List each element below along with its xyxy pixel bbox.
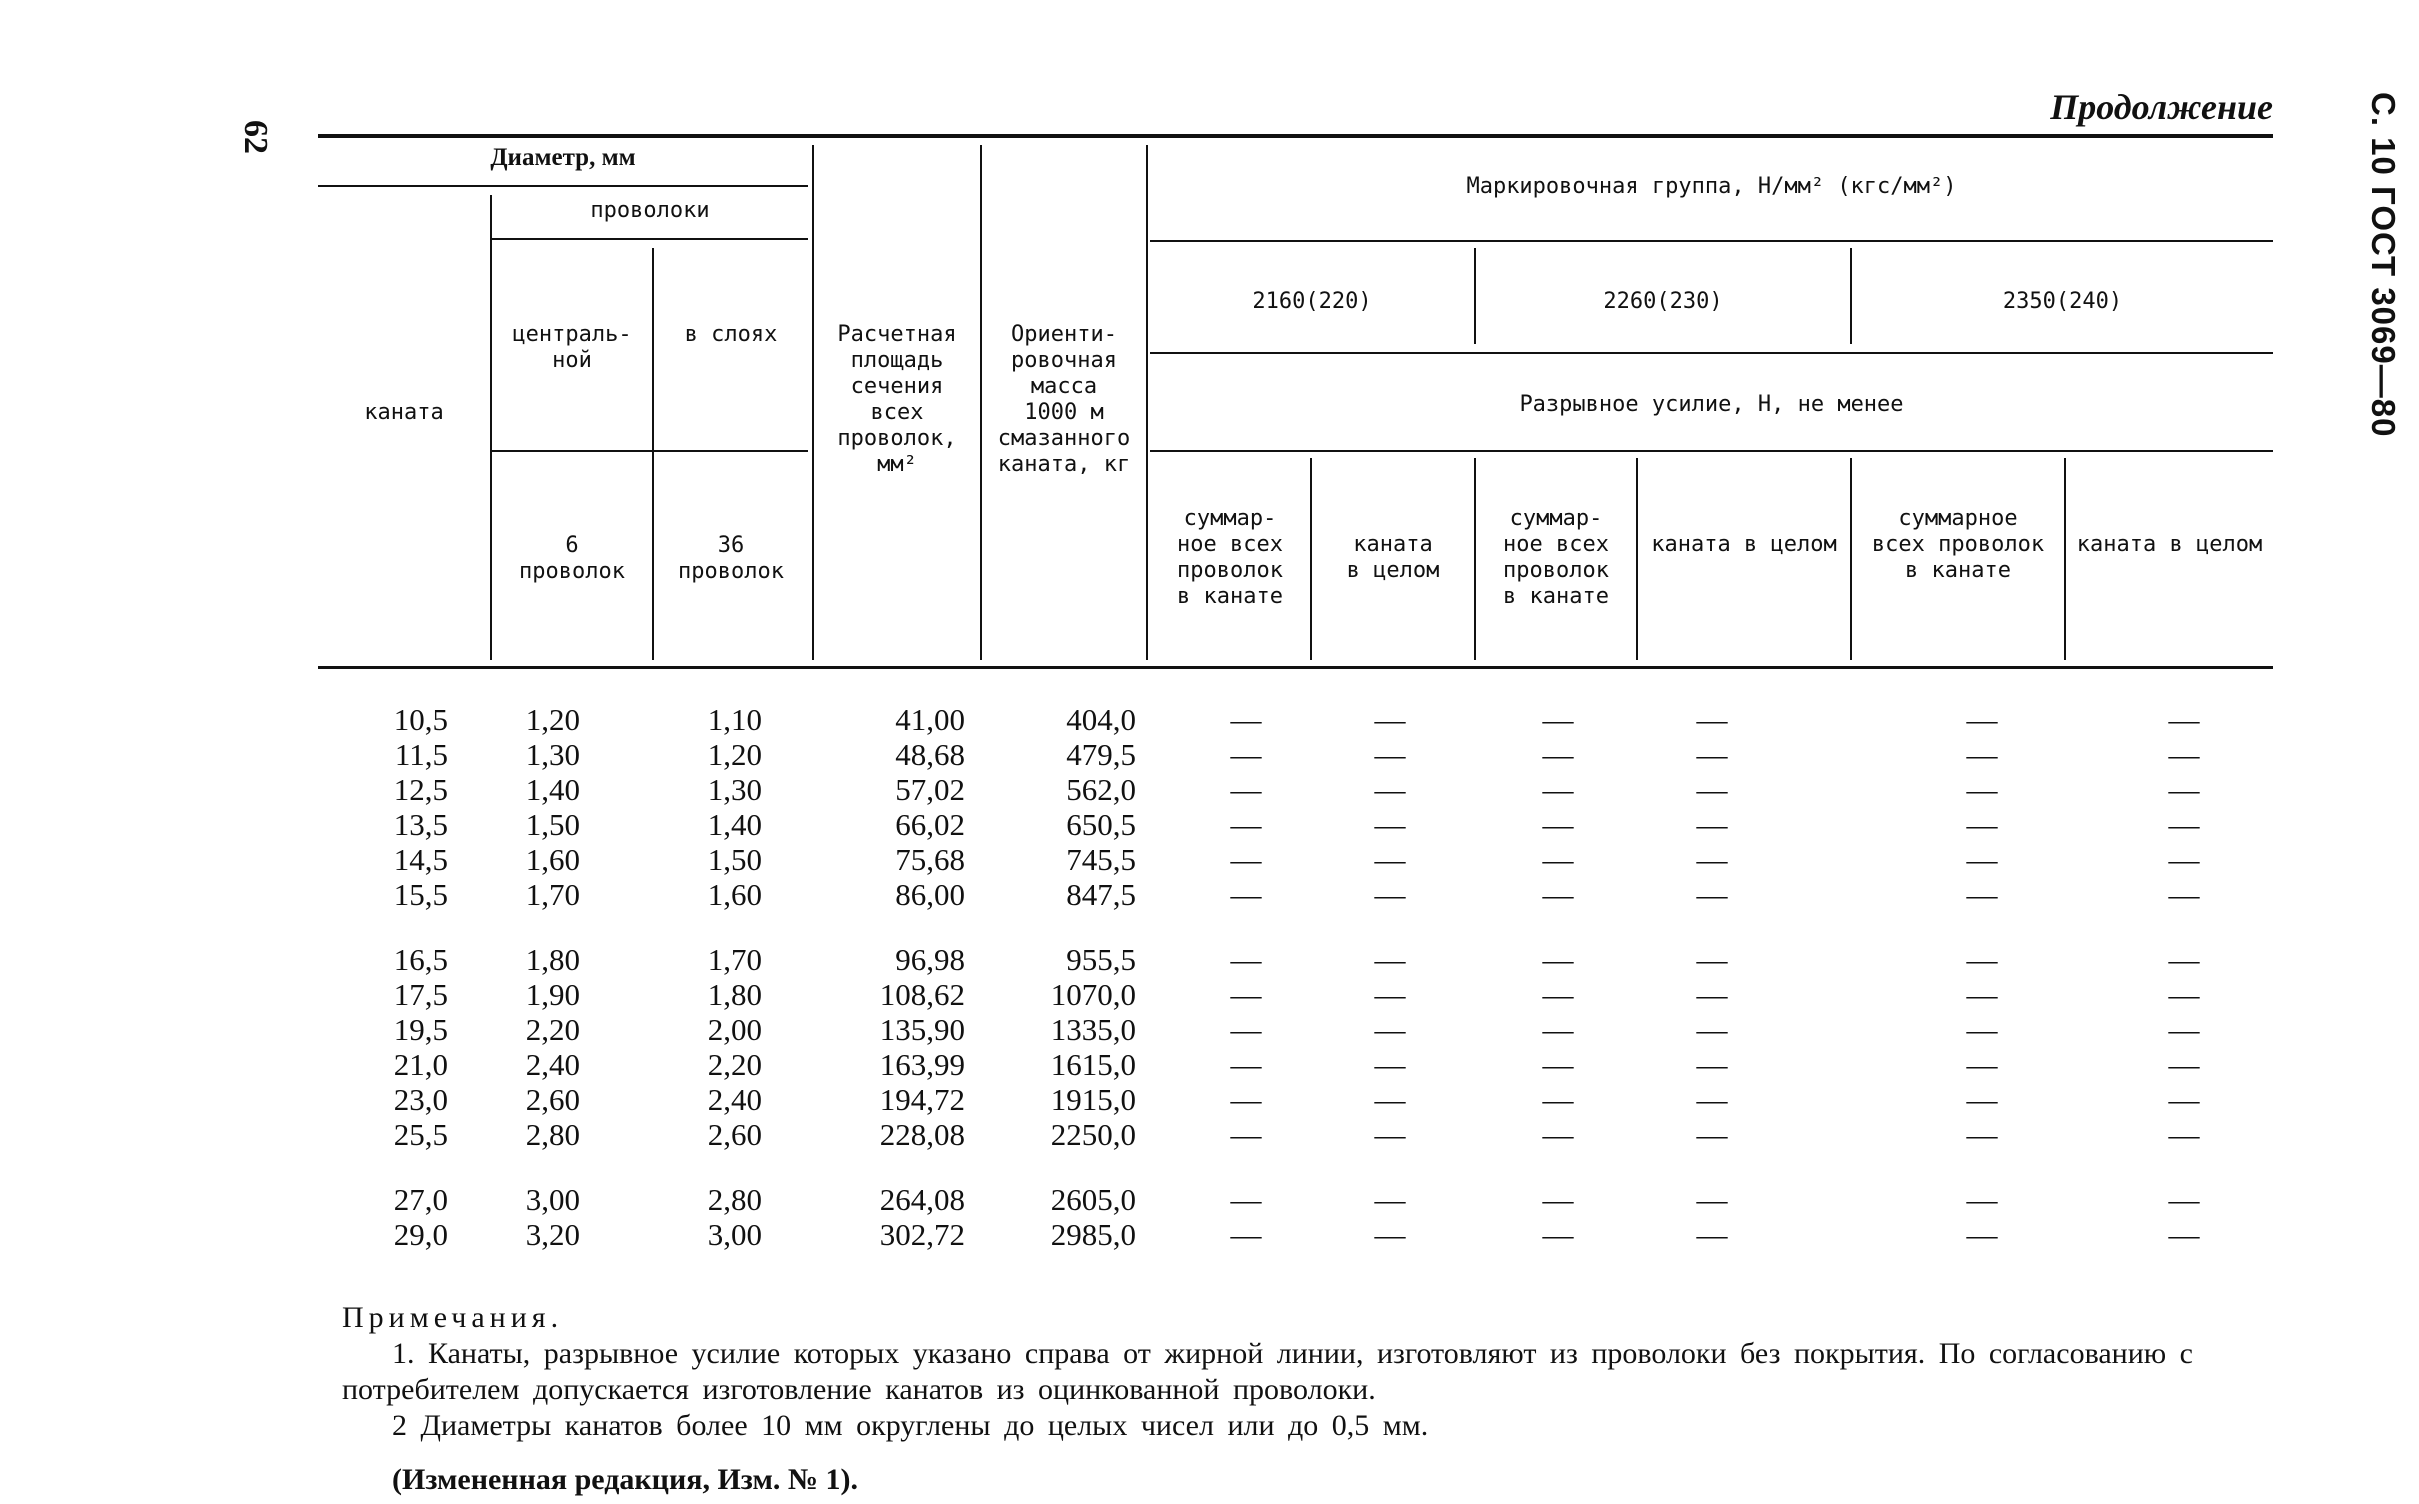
table-cell-dash: — <box>1966 877 1998 912</box>
table-cell: 57,02 <box>895 772 965 807</box>
table-cell-dash: — <box>1230 1217 1262 1252</box>
table-cell: 13,5 <box>393 807 448 842</box>
group-2260-header: 2260(230) <box>1603 289 1723 314</box>
table-cell: 75,68 <box>895 842 965 877</box>
table-cell-dash: — <box>1966 1012 1998 1047</box>
table-cell: 25,5 <box>393 1117 448 1152</box>
notes-section <box>342 1300 2282 1498</box>
table-cell-dash: — <box>1966 1082 1998 1117</box>
table-cell: 11,5 <box>394 737 448 772</box>
table-cell: 66,02 <box>895 807 965 842</box>
table-cell: 41,00 <box>895 702 965 737</box>
table-cell: 2250,0 <box>1050 1117 1136 1152</box>
table-cell-dash: — <box>2168 842 2200 877</box>
sum-all-wires-header-2: суммар- ное всех проволок в канате <box>1503 506 1609 609</box>
table-cell: 2,00 <box>707 1012 762 1047</box>
amendment-note: (Измененная редакция, Изм. № 1). <box>392 1463 859 1496</box>
table-cell: 17,5 <box>393 977 448 1012</box>
table-cell-dash: — <box>1696 1082 1728 1117</box>
table-cell-dash: — <box>1542 942 1574 977</box>
table-cell-dash: — <box>1542 737 1574 772</box>
table-cell-dash: — <box>1542 1012 1574 1047</box>
table-cell: 2,20 <box>707 1047 762 1082</box>
note-1: 1. Канаты, разрывное усилие которых указано справа от жирной линии, изготовляют из проволоки без покрытия. По согласованию с потребителем допускается изготовление канатов из оцинкованной проволоки. <box>342 1337 2193 1406</box>
six-wires-header: 6 проволок <box>519 533 625 584</box>
header-divider <box>1636 458 1638 660</box>
table-cell-dash: — <box>1230 807 1262 842</box>
table-cell: 16,5 <box>393 942 448 977</box>
table-cell: 1,60 <box>707 877 762 912</box>
table-cell-dash: — <box>1542 1082 1574 1117</box>
table-cell-dash: — <box>1374 842 1406 877</box>
table-body <box>318 702 2273 1262</box>
table-cell: 3,00 <box>525 1182 580 1217</box>
table-cell-dash: — <box>2168 807 2200 842</box>
table-cell-dash: — <box>2168 1082 2200 1117</box>
table-cell-dash: — <box>1230 1117 1262 1152</box>
table-cell-dash: — <box>2168 1117 2200 1152</box>
table-cell-dash: — <box>1230 1182 1262 1217</box>
table-cell-dash: — <box>1696 737 1728 772</box>
table-cell: 3,00 <box>707 1217 762 1252</box>
table-cell: 2,20 <box>525 1012 580 1047</box>
table-cell-dash: — <box>2168 877 2200 912</box>
table-cell-dash: — <box>1696 1182 1728 1217</box>
table-cell-dash: — <box>1374 1117 1406 1152</box>
table-cell: 562,0 <box>1066 772 1136 807</box>
document-header: С. 10 ГОСТ 3069—80 <box>2365 92 2402 438</box>
table-cell-dash: — <box>1966 772 1998 807</box>
table-cell: 1,50 <box>525 807 580 842</box>
table-cell: 2605,0 <box>1050 1182 1136 1217</box>
table-cell: 163,99 <box>879 1047 965 1082</box>
header-divider <box>1146 145 1148 660</box>
header-rule <box>1150 240 2273 242</box>
table-cell-dash: — <box>1230 702 1262 737</box>
page-number: 62 <box>237 120 274 154</box>
table-cell: 12,5 <box>393 772 448 807</box>
header-divider <box>490 195 492 660</box>
rope-header: каната <box>364 400 444 425</box>
table-cell-dash: — <box>1230 1012 1262 1047</box>
top-rule <box>318 134 2273 138</box>
header-divider <box>2064 458 2066 660</box>
table-cell-dash: — <box>1966 942 1998 977</box>
table-cell: 48,68 <box>895 737 965 772</box>
table-cell-dash: — <box>1696 942 1728 977</box>
table-cell-dash: — <box>1696 1047 1728 1082</box>
table-cell: 86,00 <box>895 877 965 912</box>
table-cell-dash: — <box>1230 737 1262 772</box>
table-cell: 1,40 <box>525 772 580 807</box>
table-cell: 108,62 <box>879 977 965 1012</box>
table-cell-dash: — <box>2168 1217 2200 1252</box>
table-cell-dash: — <box>1966 977 1998 1012</box>
diameter-header: Диаметр, мм <box>490 144 636 171</box>
table-cell: 2,40 <box>707 1082 762 1117</box>
table-cell-dash: — <box>1696 842 1728 877</box>
table-cell-dash: — <box>1374 702 1406 737</box>
table-cell: 1335,0 <box>1050 1012 1136 1047</box>
header-rule <box>1150 450 2273 452</box>
marking-group-header: Маркировочная группа, Н/мм² (кгс/мм²) <box>1466 174 1957 199</box>
table-cell: 1,20 <box>525 702 580 737</box>
table-cell: 2,40 <box>525 1047 580 1082</box>
table-cell-dash: — <box>1542 1182 1574 1217</box>
table-cell-dash: — <box>1966 842 1998 877</box>
table-cell-dash: — <box>1542 1217 1574 1252</box>
table-cell-dash: — <box>1230 842 1262 877</box>
sum-all-wires-header-1: суммар- ное всех проволок в канате <box>1177 506 1283 609</box>
thirtysix-wires-header: 36 проволок <box>678 533 784 584</box>
table-cell-dash: — <box>1230 1047 1262 1082</box>
table-cell-dash: — <box>1696 877 1728 912</box>
table-cell: 2,80 <box>525 1117 580 1152</box>
table-cell: 21,0 <box>393 1047 448 1082</box>
table-cell: 2,80 <box>707 1182 762 1217</box>
layer-wires-header: в слоях <box>684 322 778 347</box>
table-cell: 745,5 <box>1066 842 1136 877</box>
table-cell: 955,5 <box>1066 942 1136 977</box>
table-cell-dash: — <box>1966 1117 1998 1152</box>
table-cell: 1,10 <box>707 702 762 737</box>
table-cell-dash: — <box>1542 877 1574 912</box>
table-cell-dash: — <box>1966 1217 1998 1252</box>
table-cell-dash: — <box>1374 772 1406 807</box>
table-cell-dash: — <box>1230 772 1262 807</box>
sum-all-wires-header-3: суммарное всех проволок в канате <box>1871 506 2045 583</box>
table-cell-dash: — <box>1696 807 1728 842</box>
table-cell: 19,5 <box>393 1012 448 1047</box>
rope-whole-header-2: каната в целом <box>1651 532 1837 557</box>
table-cell-dash: — <box>1966 702 1998 737</box>
rope-whole-header-1: каната в целом <box>1346 532 1440 583</box>
table-cell-dash: — <box>1374 942 1406 977</box>
rope-whole-header-3: каната в целом <box>2076 532 2263 557</box>
table-cell: 1,20 <box>707 737 762 772</box>
table-cell-dash: — <box>1542 1047 1574 1082</box>
table-cell-dash: — <box>1542 772 1574 807</box>
group-2350-header: 2350(240) <box>2002 289 2123 314</box>
table-cell: 1,40 <box>707 807 762 842</box>
table-cell-dash: — <box>1230 1082 1262 1117</box>
table-cell: 1,80 <box>707 977 762 1012</box>
table-cell: 1070,0 <box>1050 977 1136 1012</box>
table-cell-dash: — <box>1696 1012 1728 1047</box>
table-cell-dash: — <box>1542 977 1574 1012</box>
area-header: Расчетная площадь сечения всех проволок, мм² <box>837 322 957 477</box>
table-cell: 3,20 <box>525 1217 580 1252</box>
table-cell-dash: — <box>2168 737 2200 772</box>
table-cell-dash: — <box>1966 737 1998 772</box>
table-cell-dash: — <box>1542 842 1574 877</box>
table-cell-dash: — <box>1374 737 1406 772</box>
notes-title: Примечания. <box>342 1301 564 1334</box>
table-cell-dash: — <box>1696 977 1728 1012</box>
table-cell: 1,80 <box>525 942 580 977</box>
table-cell-dash: — <box>1696 1217 1728 1252</box>
table-cell: 1,70 <box>525 877 580 912</box>
continuation-label: Продолжение <box>2050 87 2273 127</box>
table-cell-dash: — <box>2168 977 2200 1012</box>
table-cell-dash: — <box>1374 977 1406 1012</box>
table-cell-dash: — <box>1542 702 1574 737</box>
table-cell-dash: — <box>2168 942 2200 977</box>
header-rule <box>492 450 808 452</box>
table-cell: 404,0 <box>1066 702 1136 737</box>
table-cell-dash: — <box>2168 772 2200 807</box>
table-cell-dash: — <box>1966 1047 1998 1082</box>
table-cell: 14,5 <box>393 842 448 877</box>
breaking-force-header: Разрывное усилие, Н, не менее <box>1519 392 1904 417</box>
group-2160-header: 2160(220) <box>1252 289 1372 314</box>
note-2: 2 Диаметры канатов более 10 мм округлены до целых чисел или до 0,5 мм. <box>392 1409 1429 1442</box>
header-rule <box>492 238 808 240</box>
table-cell: 302,72 <box>879 1217 965 1252</box>
table-cell-dash: — <box>1374 1082 1406 1117</box>
table-cell: 2985,0 <box>1050 1217 1136 1252</box>
table-cell-dash: — <box>1374 1217 1406 1252</box>
table-cell-dash: — <box>1966 807 1998 842</box>
central-wire-header: централь- ной <box>512 322 632 373</box>
table-cell-dash: — <box>1696 702 1728 737</box>
table-cell: 96,98 <box>895 942 965 977</box>
table-cell: 1,30 <box>525 737 580 772</box>
table-cell-dash: — <box>1696 772 1728 807</box>
table-cell-dash: — <box>1230 942 1262 977</box>
table-cell: 479,5 <box>1066 737 1136 772</box>
table-cell: 1,50 <box>707 842 762 877</box>
table-cell: 1,30 <box>707 772 762 807</box>
table-cell: 135,90 <box>879 1012 965 1047</box>
table-cell-dash: — <box>1374 1047 1406 1082</box>
table-cell-dash: — <box>2168 702 2200 737</box>
header-bottom-rule <box>318 666 2273 669</box>
table-cell-dash: — <box>1374 877 1406 912</box>
table-cell: 1615,0 <box>1050 1047 1136 1082</box>
table-cell: 1,60 <box>525 842 580 877</box>
table-cell-dash: — <box>1374 1182 1406 1217</box>
table-cell: 15,5 <box>393 877 448 912</box>
table-cell-dash: — <box>1542 807 1574 842</box>
table-cell: 2,60 <box>707 1117 762 1152</box>
table-cell-dash: — <box>1966 1182 1998 1217</box>
header-divider <box>652 248 654 660</box>
table-cell-dash: — <box>2168 1182 2200 1217</box>
table-cell: 10,5 <box>393 702 448 737</box>
table-cell: 194,72 <box>879 1082 965 1117</box>
table-cell-dash: — <box>1230 977 1262 1012</box>
table-cell-dash: — <box>1374 1012 1406 1047</box>
table-cell: 23,0 <box>393 1082 448 1117</box>
table-cell: 1,70 <box>707 942 762 977</box>
table-cell: 1,90 <box>525 977 580 1012</box>
table-cell-dash: — <box>1374 807 1406 842</box>
table-cell: 1915,0 <box>1050 1082 1136 1117</box>
table-cell-dash: — <box>2168 1047 2200 1082</box>
table-cell-dash: — <box>1696 1117 1728 1152</box>
table-cell-dash: — <box>2168 1012 2200 1047</box>
mass-header: Ориенти- ровочная масса 1000 м смазанного каната, кг <box>997 322 1131 477</box>
table-cell: 2,60 <box>525 1082 580 1117</box>
table-cell-dash: — <box>1230 877 1262 912</box>
table-cell: 650,5 <box>1066 807 1136 842</box>
wires-header: проволоки <box>590 198 710 223</box>
table-cell-dash: — <box>1542 1117 1574 1152</box>
header-rule <box>1150 352 2273 354</box>
header-rule <box>318 185 808 187</box>
table-cell: 29,0 <box>393 1217 448 1252</box>
table-cell: 264,08 <box>879 1182 965 1217</box>
table-cell: 228,08 <box>879 1117 965 1152</box>
table-cell: 847,5 <box>1066 877 1136 912</box>
table-cell: 27,0 <box>393 1182 448 1217</box>
